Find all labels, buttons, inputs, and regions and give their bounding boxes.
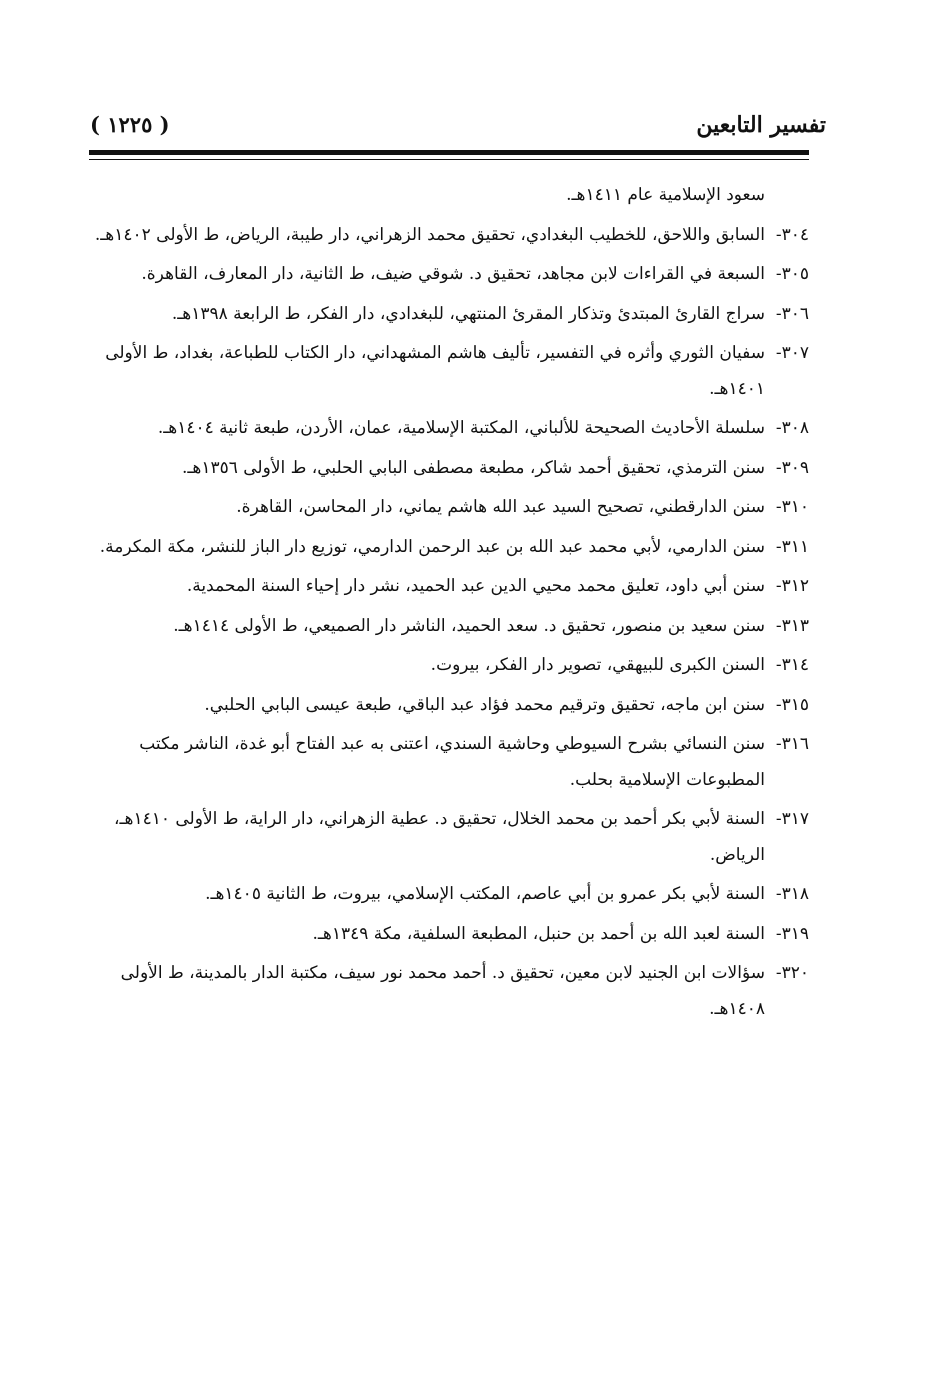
bibliography-entry bbox=[89, 490, 809, 526]
entry-number: ٣١٠- bbox=[775, 497, 809, 517]
bibliography-entry bbox=[89, 727, 809, 798]
entry-text: سنن الدارمي، لأبي محمد عبد الله بن عبد الرحمن الدارمي، توزيع دار الباز للنشر، مكة المكرمة. bbox=[99, 536, 765, 557]
entry-number: ٣١٤- bbox=[775, 655, 809, 675]
entry-text: سنن ابن ماجه، تحقيق وترقيم محمد فؤاد عبد الباقي، طبعة عيسى البابي الحلبي. bbox=[204, 694, 765, 715]
entry-text: سفيان الثوري وأثره في التفسير، تأليف هاشم المشهداني، دار الكتاب للطباعة، بغداد، ط الأولى ١٤٠١هـ. bbox=[105, 343, 765, 399]
header-rule-thin bbox=[89, 159, 809, 160]
entry-text: السنن الكبرى للبيهقي، تصوير دار الفكر، بيروت. bbox=[430, 655, 765, 675]
header-rule-thick bbox=[89, 150, 809, 155]
bibliography-entry bbox=[89, 609, 809, 645]
entry-number: ٣٠٥- bbox=[775, 264, 809, 284]
entry-number: ٣٠٦- bbox=[775, 303, 809, 324]
entry-number: ٣٠٨- bbox=[775, 418, 809, 438]
entry-text: سلسلة الأحاديث الصحيحة للألباني، المكتبة الإسلامية، عمان، الأردن، طبعة ثانية ١٤٠٤هـ. bbox=[157, 418, 765, 438]
bibliography-entry bbox=[89, 877, 809, 913]
entry-text: سنن سعيد بن منصور، تحقيق د. سعد الحميد، الناشر دار الصميعي، ط الأولى ١٤١٤هـ. bbox=[173, 615, 765, 636]
entry-number: ٣١٥- bbox=[775, 694, 809, 715]
entry-text: سؤالات ابن الجنيد لابن معين، تحقيق د. أحمد محمد نور سيف، مكتبة الدار بالمدينة، ط الأولى ١٤٠٨هـ. bbox=[120, 963, 765, 1019]
entry-text: سنن الدارقطني، تصحيح السيد عبد الله هاشم يماني، دار المحاسن، القاهرة. bbox=[236, 497, 765, 517]
bibliography-entry bbox=[89, 688, 809, 724]
entry-text: سراج القارئ المبتدئ وتذكار المقرئ المنتهي، للبغدادي، دار الفكر، ط الرابعة ١٣٩٨هـ. bbox=[171, 303, 765, 324]
bibliography-entry bbox=[89, 257, 809, 293]
bibliography-entry bbox=[89, 451, 809, 487]
bibliography-entry bbox=[89, 917, 809, 953]
entry-number: ٣٠٤- bbox=[775, 224, 809, 245]
continuation-line: سعود الإسلامية عام ١٤١١هـ. bbox=[566, 185, 765, 205]
entry-number: ٣١٣- bbox=[775, 615, 809, 636]
entry-number: ٣١١- bbox=[775, 536, 809, 557]
entry-text: السابق واللاحق، للخطيب البغدادي، تحقيق محمد الزهراني، دار طيبة، الرياض، ط الأولى ١٤٠٢هـ. bbox=[94, 224, 765, 245]
entry-text: السبعة في القراءات لابن مجاهد، تحقيق د. شوقي ضيف، ط الثانية، دار المعارف، القاهرة. bbox=[141, 264, 765, 284]
entry-text: السنة لأبي بكر أحمد بن محمد الخلال، تحقيق د. عطية الزهراني، دار الراية، ط الأولى ١٤١٠هـ، الرياض. bbox=[114, 809, 765, 865]
entry-number: ٣٢٠- bbox=[775, 963, 809, 983]
page-number: ( ١٢٢٥ ) bbox=[90, 112, 170, 137]
entry-number: ٣١٨- bbox=[775, 884, 809, 904]
entry-number: ٣١٧- bbox=[775, 809, 809, 829]
entry-number: ٣١٢- bbox=[775, 576, 809, 596]
entry-text: سنن الترمذي، تحقيق أحمد شاكر، مطبعة مصطفى البابي الحلبي، ط الأولى ١٣٥٦هـ. bbox=[181, 457, 765, 478]
entry-number: ٣١٩- bbox=[775, 923, 809, 944]
running-header-title: تفسير التابعين bbox=[696, 112, 826, 138]
bibliography-entry bbox=[89, 411, 809, 447]
entry-number: ٣٠٩- bbox=[775, 457, 809, 478]
bibliography-entry bbox=[89, 218, 809, 254]
bibliography-entry bbox=[89, 648, 809, 684]
bibliography-list bbox=[89, 178, 809, 1031]
bibliography-entry bbox=[89, 297, 809, 333]
bibliography-entry bbox=[89, 802, 809, 873]
entry-text: سنن أبي داود، تعليق محمد محيي الدين عبد الحميد، نشر دار إحياء السنة المحمدية. bbox=[186, 576, 765, 596]
bibliography-entry bbox=[89, 956, 809, 1027]
entry-number: ٣١٦- bbox=[775, 734, 809, 754]
bibliography-entry bbox=[89, 530, 809, 566]
entry-text: سنن النسائي بشرح السيوطي وحاشية السندي، اعتنى به عبد الفتاح أبو غدة، الناشر مكتب المطبوعات الإسلامية بحلب. bbox=[139, 734, 765, 790]
entry-text: السنة لأبي بكر عمرو بن أبي عاصم، المكتب الإسلامي، بيروت، ط الثانية ١٤٠٥هـ. bbox=[205, 884, 765, 904]
bibliography-entry bbox=[89, 336, 809, 407]
bibliography-entry bbox=[89, 569, 809, 605]
entry-text: السنة لعبد الله بن أحمد بن حنبل، المطبعة السلفية، مكة ١٣٤٩هـ. bbox=[312, 923, 765, 944]
entry-number: ٣٠٧- bbox=[775, 343, 809, 363]
